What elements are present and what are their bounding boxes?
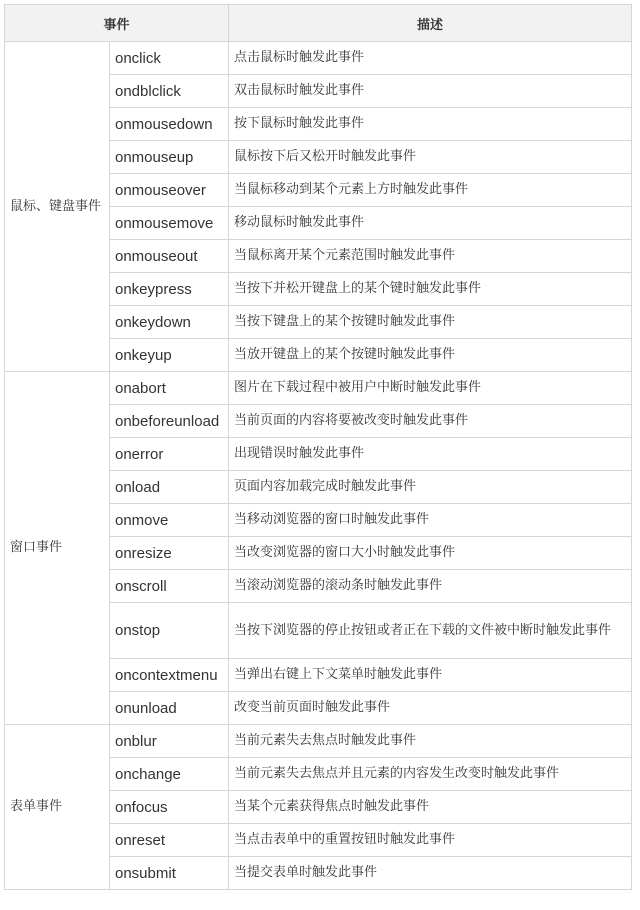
event-name: onscroll	[110, 570, 229, 603]
event-description: 当移动浏览器的窗口时触发此事件	[229, 504, 632, 537]
event-description: 双击鼠标时触发此事件	[229, 75, 632, 108]
event-name: onreset	[110, 824, 229, 857]
event-name: onclick	[110, 42, 229, 75]
header-event: 事件	[5, 5, 229, 42]
event-description: 点击鼠标时触发此事件	[229, 42, 632, 75]
table-header	[5, 5, 632, 42]
event-description: 当滚动浏览器的滚动条时触发此事件	[229, 570, 632, 603]
table-row	[5, 725, 632, 758]
event-description: 改变当前页面时触发此事件	[229, 692, 632, 725]
event-description: 图片在下载过程中被用户中断时触发此事件	[229, 372, 632, 405]
event-description: 鼠标按下后又松开时触发此事件	[229, 141, 632, 174]
event-name: onkeypress	[110, 273, 229, 306]
event-name: onchange	[110, 758, 229, 791]
event-name: onblur	[110, 725, 229, 758]
event-description: 当改变浏览器的窗口大小时触发此事件	[229, 537, 632, 570]
group-label: 窗口事件	[5, 372, 110, 725]
header-description: 描述	[229, 5, 632, 42]
header-row	[5, 5, 632, 42]
event-description: 当放开键盘上的某个按键时触发此事件	[229, 339, 632, 372]
event-description: 出现错误时触发此事件	[229, 438, 632, 471]
event-description: 当某个元素获得焦点时触发此事件	[229, 791, 632, 824]
event-name: onmousemove	[110, 207, 229, 240]
event-name: onfocus	[110, 791, 229, 824]
event-name: onmouseout	[110, 240, 229, 273]
event-description: 当按下键盘上的某个按键时触发此事件	[229, 306, 632, 339]
events-table-container	[4, 4, 631, 890]
table-body	[5, 42, 632, 890]
event-name: onload	[110, 471, 229, 504]
event-description: 按下鼠标时触发此事件	[229, 108, 632, 141]
event-name: ondblclick	[110, 75, 229, 108]
event-name: onerror	[110, 438, 229, 471]
event-description: 当前元素失去焦点时触发此事件	[229, 725, 632, 758]
event-name: onunload	[110, 692, 229, 725]
table-row	[5, 42, 632, 75]
event-name: onkeyup	[110, 339, 229, 372]
event-description: 当按下并松开键盘上的某个键时触发此事件	[229, 273, 632, 306]
event-description: 当前页面的内容将要被改变时触发此事件	[229, 405, 632, 438]
event-name: onabort	[110, 372, 229, 405]
event-name: onbeforeunload	[110, 405, 229, 438]
events-table	[4, 4, 632, 890]
event-description: 当鼠标离开某个元素范围时触发此事件	[229, 240, 632, 273]
event-name: onmouseover	[110, 174, 229, 207]
group-label: 表单事件	[5, 725, 110, 890]
event-description: 当前元素失去焦点并且元素的内容发生改变时触发此事件	[229, 758, 632, 791]
group-label: 鼠标、键盘事件	[5, 42, 110, 372]
event-name: oncontextmenu	[110, 659, 229, 692]
event-name: onresize	[110, 537, 229, 570]
event-name: onstop	[110, 603, 229, 659]
event-description: 移动鼠标时触发此事件	[229, 207, 632, 240]
event-name: onsubmit	[110, 857, 229, 890]
event-description: 当弹出右键上下文菜单时触发此事件	[229, 659, 632, 692]
table-row	[5, 372, 632, 405]
event-description: 当点击表单中的重置按钮时触发此事件	[229, 824, 632, 857]
event-name: onmousedown	[110, 108, 229, 141]
event-description: 当鼠标移动到某个元素上方时触发此事件	[229, 174, 632, 207]
event-description: 页面内容加载完成时触发此事件	[229, 471, 632, 504]
event-description: 当按下浏览器的停止按钮或者正在下载的文件被中断时触发此事件	[229, 603, 632, 659]
event-name: onkeydown	[110, 306, 229, 339]
event-name: onmouseup	[110, 141, 229, 174]
event-description: 当提交表单时触发此事件	[229, 857, 632, 890]
event-name: onmove	[110, 504, 229, 537]
